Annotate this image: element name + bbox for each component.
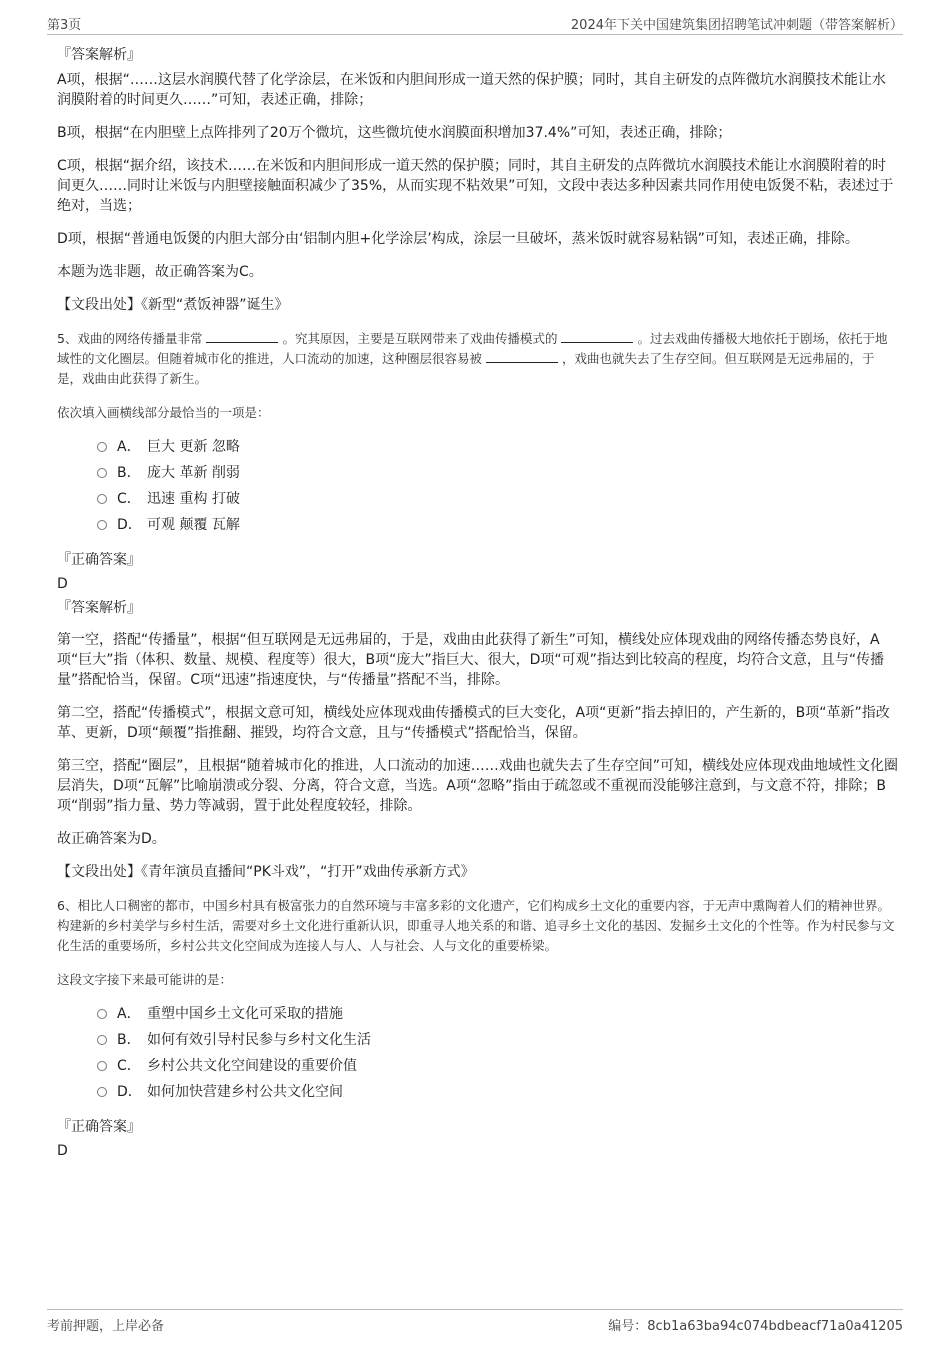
- q4-conclusion: 本题为选非题，故正确答案为C。: [57, 264, 263, 280]
- q6-option-a[interactable]: A． 重塑中国乡土文化可采取的措施: [97, 1004, 899, 1030]
- document-code: 编号：8cb1a63ba94c074bdbeacf71a0a41205: [608, 1319, 903, 1334]
- radio-icon[interactable]: [97, 1009, 107, 1019]
- q5-analysis-label: 『答案解析』: [57, 600, 141, 616]
- radio-icon[interactable]: [97, 442, 107, 452]
- q6-answer: D: [57, 1143, 68, 1159]
- fill-blank-2: [561, 330, 633, 343]
- q4-analysis-label: 『答案解析』: [57, 47, 141, 63]
- q5-option-a[interactable]: A． 巨大 更新 忽略: [97, 437, 899, 463]
- q5-stem: 5、戏曲的网络传播量非常 。究其原因，主要是互联网带来了戏曲传播模式的 。过去戏曲传播极大地依托于剧场，依托于地域性的文化圈层。但随着城市化的推进，人口流动的加速，这种圈层很容易被 ，戏曲也就失去了生存空间。但互联网是无远弗届的，于是，戏曲由此获得了新生。: [57, 331, 888, 386]
- q6-options: [97, 1004, 899, 1108]
- fill-blank-1: [206, 330, 278, 343]
- q4-analysis-b: B项，根据“在内胆壁上点阵排列了20万个微坑，这些微坑使水润膜面积增加37.4%”可知，表述正确，排除；: [57, 125, 732, 141]
- radio-icon[interactable]: [97, 520, 107, 530]
- radio-icon[interactable]: [97, 494, 107, 504]
- radio-icon[interactable]: [97, 1035, 107, 1045]
- radio-icon[interactable]: [97, 468, 107, 478]
- q5-prompt: 依次填入画横线部分最恰当的一项是：: [57, 405, 270, 420]
- q5-analysis-1: 第一空，搭配“传播量”，根据“但互联网是无远弗届的，于是，戏曲由此获得了新生”可知，横线处应体现戏曲的网络传播态势良好，A项“巨大”指（体积、数量、规模、程度等）很大，B项“庞大”指巨大、很大，D项“可观”指达到比较高的程度，均符合文意，且与“传播量”搭配恰当，保留。C项“迅速”指速度快，与“传播量”搭配不当，排除。: [57, 632, 885, 688]
- q5-analysis-3: 第三空，搭配“圈层”，且根据“随着城市化的推进，人口流动的加速……戏曲也就失去了生存空间”可知，横线处应体现戏曲地域性文化圈层消失，D项“瓦解”比喻崩溃或分裂、分离，符合文意，当选。A项“忽略”指由于疏忽或不重视而没能够注意到，与文意不符，排除；B项“削弱”指力量、势力等减弱，置于此处程度较轻，排除。: [57, 758, 899, 814]
- page-number: 第3页: [47, 18, 82, 33]
- document-title: 2024年下关中国建筑集团招聘笔试冲刺题（带答案解析）: [570, 18, 903, 33]
- q5-option-c[interactable]: C． 迅速 重构 打破: [97, 489, 899, 515]
- q4-analysis-c: C项，根据“据介绍，该技术……在米饭和内胆间形成一道天然的保护膜；同时，其自主研发的点阵微坑水润膜技术能让水润膜附着的时间更久……同时让米饭与内胆壁接触面积减少了35%，从而实现不粘效果”可知，文段中表达多种因素共同作用使电饭煲不粘，表述过于绝对，当选；: [57, 158, 894, 214]
- q4-analysis-d: D项，根据“普通电饭煲的内胆大部分由‘铝制内胆+化学涂层’构成，涂层一旦破坏，蒸米饭时就容易粘锅”可知，表述正确，排除。: [57, 231, 859, 247]
- q5-answer-label: 『正确答案』: [57, 552, 141, 568]
- q5-analysis-2: 第二空，搭配“传播模式”，根据文意可知，横线处应体现戏曲传播模式的巨大变化，A项“更新”指去掉旧的，产生新的，B项“革新”指改革、更新，D项“颠覆”指推翻、摧毁，均符合文意，且与“传播模式”搭配恰当，保留。: [57, 705, 890, 741]
- q6-prompt: 这段文字接下来最可能讲的是：: [57, 972, 233, 987]
- q6-option-b[interactable]: B． 如何有效引导村民参与乡村文化生活: [97, 1030, 899, 1056]
- footer-slogan: 考前押题，上岸必备: [47, 1319, 165, 1334]
- q5-conclusion: 故正确答案为D。: [57, 831, 166, 847]
- fill-blank-3: [486, 350, 558, 363]
- page-content: [57, 46, 899, 1166]
- q6-option-c[interactable]: C． 乡村公共文化空间建设的重要价值: [97, 1056, 899, 1082]
- q5-options: [97, 437, 899, 541]
- q6-stem: 6、相比人口稠密的都市，中国乡村具有极富张力的自然环境与丰富多彩的文化遗产，它们构成乡土文化的重要内容，于无声中熏陶着人们的精神世界。构建新的乡村美学与乡村生活，需要对乡土文化进行重新认识，即重寻人地关系的和谐、追寻乡土文化的基因、发掘乡土文化的个性等。作为村民参与文化生活的重要场所，乡村公共文化空间成为连接人与人、人与社会、人与文化的重要桥梁。: [57, 898, 895, 953]
- page-header: [47, 12, 903, 35]
- radio-icon[interactable]: [97, 1087, 107, 1097]
- page-footer: [47, 1309, 903, 1334]
- q4-analysis-a: A项，根据“……这层水润膜代替了化学涂层，在米饭和内胆间形成一道天然的保护膜；同时，其自主研发的点阵微坑水润膜技术能让水润膜附着的时间更久……”可知，表述正确，排除；: [57, 72, 886, 108]
- q6-option-d[interactable]: D． 如何加快营建乡村公共文化空间: [97, 1082, 899, 1108]
- q4-source: 【文段出处】《新型“煮饭神器”诞生》: [57, 297, 289, 313]
- q5-source: 【文段出处】《青年演员直播间“PK斗戏”，“打开”戏曲传承新方式》: [57, 864, 475, 880]
- radio-icon[interactable]: [97, 1061, 107, 1071]
- q6-answer-label: 『正确答案』: [57, 1119, 141, 1135]
- q5-answer: D: [57, 576, 68, 592]
- q5-option-d[interactable]: D． 可观 颠覆 瓦解: [97, 515, 899, 541]
- q5-option-b[interactable]: B． 庞大 革新 削弱: [97, 463, 899, 489]
